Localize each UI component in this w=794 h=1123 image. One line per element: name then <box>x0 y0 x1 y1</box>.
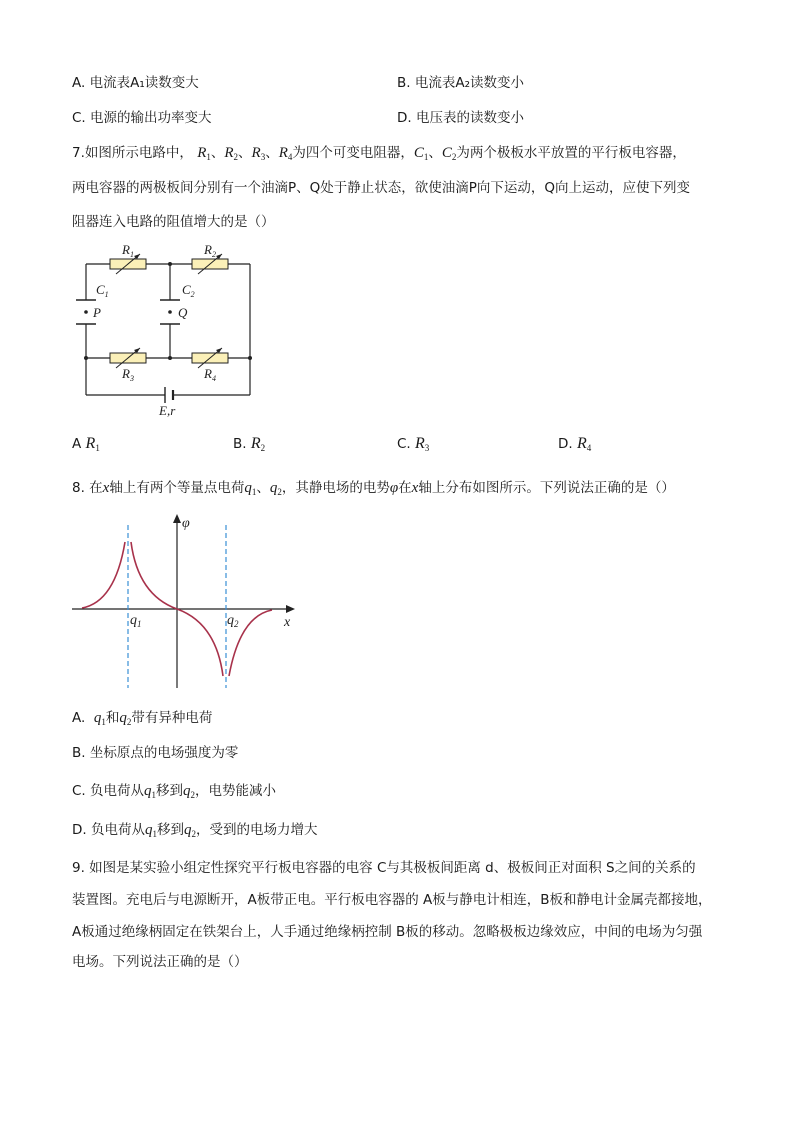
svg-text:R4: $R_4$ <box>204 366 216 383</box>
phi-axis-arrow <box>173 514 181 523</box>
svg-text:E,r: E,r <box>159 403 176 418</box>
droplet-q-dot <box>168 310 172 314</box>
phi-label: φ <box>182 516 190 531</box>
svg-text:R3: $R_3$ <box>122 366 134 383</box>
q7-option-c: C. $R_3$ <box>397 435 430 453</box>
q6-option-b: B. 电流表A₂读数变小 <box>397 75 524 91</box>
q7-stem-line2: 两电容器的两极板间分别有一个油滴P、Q处于静止状态，欲使油滴P向下运动，Q向上运动，应使下列变 <box>72 180 691 196</box>
q9-stem-line2: 装置图。充电后与电源断开，A板带正电。平行板电容器的 A板与静电计相连，B板和静电计金属壳都接地， <box>72 892 712 908</box>
q8-option-c: C. 负电荷从$q_1$移到$q_2$，电势能减小 <box>72 783 277 800</box>
q6-option-a: A. 电流表A₁读数变大 <box>72 75 199 91</box>
curve-left-of-q1 <box>82 542 125 608</box>
q7-circuit-diagram <box>70 240 270 420</box>
svg-text:R1: $R_1$ <box>122 242 134 259</box>
q8-option-d: D. 负电荷从$q_1$移到$q_2$，受到的电场力增大 <box>72 822 318 839</box>
q7-option-d: D. $R_4$ <box>558 435 592 453</box>
q7-stem-line3: 阻器连入电路的阻值增大的是（） <box>72 214 275 230</box>
q6-option-d: D. 电压表的读数变小 <box>397 110 524 126</box>
svg-text:P: P <box>93 305 101 320</box>
svg-text:R2: $R_2$ <box>204 242 216 259</box>
svg-text:q1: $q_1$ <box>130 613 142 629</box>
curve-origin-to-q2 <box>177 609 223 676</box>
q6-option-c: C. 电源的输出功率变大 <box>72 110 212 126</box>
q7-stem-line1: 7.如图所示电路中， $R_1$、$R_2$、$R_3$、$R_4$为四个可变电阻器，$C_1$、$C_2$为两个极板水平放置的平行板电容器， <box>72 145 686 162</box>
q8-stem: 8. 在x轴上有两个等量点电荷$q_1$、$q_2$，其静电场的电势φ在x轴上分布如图所示。下列说法正确的是（） <box>72 480 675 497</box>
q8-potential-graph <box>70 510 310 695</box>
q8-option-b: B. 坐标原点的电场强度为零 <box>72 745 239 761</box>
q9-stem-line3: A板通过绝缘柄固定在铁架台上，人手通过绝缘柄控制 B板的移动。忽略极板边缘效应，中间的电场为匀强 <box>72 924 703 940</box>
x-label: x <box>284 615 291 630</box>
droplet-p-dot <box>84 310 88 314</box>
q7-option-a: A $R_1$ <box>72 435 100 453</box>
svg-text:C1: $C_1$ <box>96 282 109 299</box>
q9-stem-line4: 电场。下列说法正确的是（） <box>72 954 248 970</box>
svg-text:q2: $q_2$ <box>227 613 239 629</box>
svg-text:C2: $C_2$ <box>182 282 195 299</box>
q9-stem-line1: 9. 如图是某实验小组定性探究平行板电容器的电容 C与其极板间距离 d、极板间正对面积 S之间的关系的 <box>72 860 696 876</box>
curve-q1-to-origin <box>131 542 177 609</box>
svg-text:Q: Q <box>178 305 188 320</box>
q7-option-b: B. $R_2$ <box>233 435 266 453</box>
q8-option-a: A. $q_1$和$q_2$带有异种电荷 <box>72 710 213 727</box>
x-axis-arrow <box>286 605 295 613</box>
